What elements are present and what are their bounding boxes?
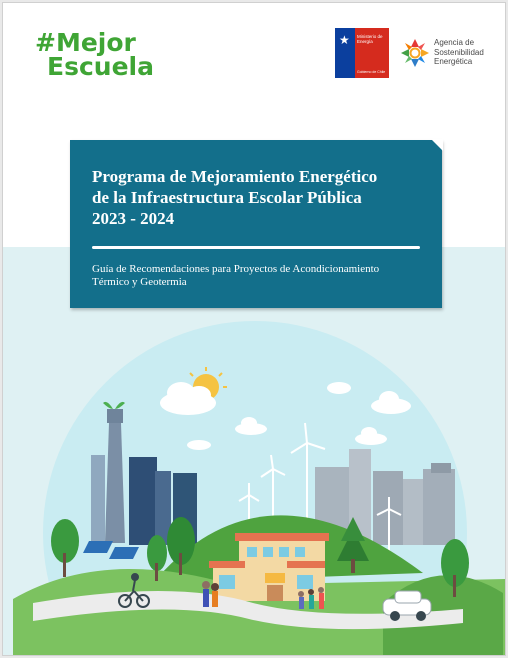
- title-line2: de la Infraestructura Escolar Pública: [92, 188, 362, 207]
- agency-line2: Sostenibilidad: [434, 47, 484, 57]
- brand-line1: #Mejor: [35, 28, 136, 57]
- building: [129, 457, 157, 545]
- ministry-line2: Energía: [357, 39, 373, 44]
- illustration-svg: [3, 303, 506, 656]
- building: [91, 455, 105, 545]
- school-sign: [265, 573, 285, 583]
- agency-sun-icon: [399, 37, 431, 69]
- title-divider: [92, 246, 420, 249]
- ministry-of-energy-logo: [335, 28, 389, 78]
- corner-fold: [431, 139, 443, 151]
- school-roof: [287, 561, 325, 568]
- agency-logo: [399, 37, 499, 71]
- mejor-escuela-logo: [35, 28, 154, 81]
- document-subtitle: [92, 263, 432, 289]
- tower-top: [107, 409, 123, 423]
- ministry-footer: Gobierno de Chile: [357, 70, 386, 74]
- document-title: [92, 166, 422, 229]
- title-line3: 2023 - 2024: [92, 209, 175, 228]
- cloud-icon: [187, 440, 211, 450]
- energy-school-illustration: [3, 303, 506, 656]
- building: [423, 469, 455, 545]
- chile-star-icon: ★: [339, 33, 350, 47]
- agency-line1: Agencia de: [434, 38, 475, 47]
- brand-line2: Escuela: [47, 52, 154, 81]
- cloud-icon: [327, 382, 351, 394]
- agency-line3: Energética: [434, 57, 473, 66]
- ministry-line1: Ministerio de: [357, 34, 383, 39]
- subtitle-line1: Guía de Recomendaciones para Proyectos de Acondicionamiento: [92, 263, 380, 275]
- school-roof: [235, 533, 329, 541]
- ministry-name: [357, 34, 389, 44]
- subtitle-line2: Térmico y Geotermia: [92, 276, 187, 288]
- school-door: [267, 585, 283, 601]
- title-line1: Programa de Mejoramiento Energético: [92, 167, 378, 186]
- school-roof: [209, 561, 245, 568]
- building: [403, 479, 423, 545]
- agency-name: [434, 38, 504, 67]
- building-top: [431, 463, 451, 473]
- title-box: [70, 140, 442, 308]
- cover-page: [2, 2, 506, 656]
